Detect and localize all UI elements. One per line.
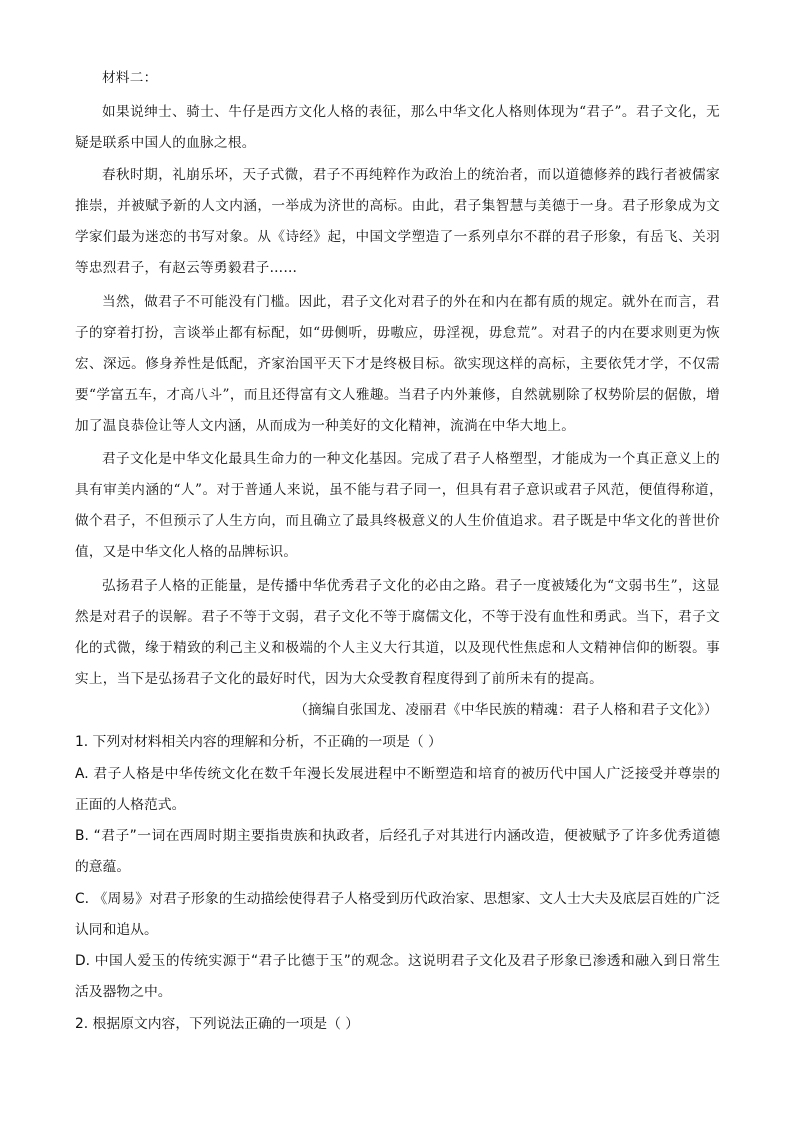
option-line: 正面的人格范式。 bbox=[75, 797, 186, 813]
paragraph-line: 君子文化是中华文化最具生命力的一种文化基因。完成了君子人格塑型，才能成为一个真正意义上的 bbox=[102, 451, 720, 467]
paragraph-line: 当然，做君子不可能没有门槛。因此，君子文化对君子的外在和内在都有质的规定。就外在而言，君 bbox=[102, 294, 720, 310]
option-line: B. “君子”一词在西周时期主要指贵族和执政者，后经孔子对其进行内涵改造，便被赋予了许多优秀道德 bbox=[75, 828, 720, 844]
paragraph-line: 值，又是中华文化人格的品牌标识。 bbox=[75, 544, 298, 560]
paragraph-line: 推崇，并被赋予新的人文内涵，一举成为济世的高标。由此，君子集智慧与美德于一身。君子形象成为文 bbox=[75, 198, 720, 214]
paragraph-line: 实上，当下是弘扬君子文化的最好时代，因为大众受教育程度得到了前所未有的提高。 bbox=[75, 671, 603, 687]
paragraph-line: 宏、深远。修身养性是低配，齐家治国平天下才是终极目标。欲实现这样的高标，主要依凭才学，不仅需 bbox=[75, 356, 720, 372]
question-stem: 1. 下列对材料相关内容的理解和分析，不正确的一项是（ ） bbox=[75, 734, 442, 750]
option-line: A. 君子人格是中华传统文化在数千年漫长发展进程中不断塑造和培育的被历代中国人广泛接受并尊崇的 bbox=[75, 766, 720, 782]
material-heading: 材料二： bbox=[102, 70, 158, 86]
paragraph-line: 具有审美内涵的“人”。对于普通人来说，虽不能与君子同一，但具有君子意识或君子风范，便值得称道， bbox=[75, 482, 723, 498]
paragraph-line: 然是对君子的误解。君子不等于文弱，君子文化不等于腐儒文化，不等于没有血性和勇武。当下，君子文 bbox=[75, 609, 720, 625]
option-line: 的意蕴。 bbox=[75, 859, 131, 875]
option-line: C. 《周易》对君子形象的生动描绘使得君子人格受到历代政治家、思想家、文人士大夫及底层百姓的广泛 bbox=[75, 891, 720, 907]
question-stem: 2. 根据原文内容，下列说法正确的一项是（ ） bbox=[75, 1016, 360, 1032]
paragraph-line: 疑是联系中国人的血脉之根。 bbox=[75, 135, 256, 151]
option-line: 活及器物之中。 bbox=[75, 984, 172, 1000]
paragraph-line: 子的穿着打扮，言谈举止都有标配，如“毋侧听，毋嗷应，毋淫视，毋怠荒”。对君子的内在要求则更为恢 bbox=[75, 325, 720, 341]
paragraph-line: 春秋时期，礼崩乐坏，天子式微，君子不再纯粹作为政治上的统治者，而以道德修养的践行者被儒家 bbox=[102, 167, 720, 183]
option-line: 认同和追从。 bbox=[75, 922, 158, 938]
paragraph-line: 加了温良恭俭让等人文内涵，从而成为一种美好的文化精神，流淌在中华大地上。 bbox=[75, 418, 576, 434]
paragraph-line: 弘扬君子人格的正能量，是传播中华优秀君子文化的必由之路。君子一度被矮化为“文弱书生”，这显 bbox=[102, 578, 720, 594]
paragraph-line: 做个君子，不但预示了人生方向，而且确立了最具终极意义的人生价值追求。君子既是中华文化的普世价 bbox=[75, 513, 720, 529]
option-line: D. 中国人爱玉的传统实源于“君子比德于玉”的观念。这说明君子文化及君子形象已渗透和融入到日常生 bbox=[75, 953, 720, 969]
paragraph-line: 等忠烈君子，有赵云等勇毅君子…… bbox=[75, 260, 298, 276]
paragraph-line: 要“学富五车，才高八斗”，而且还得富有文人雅趣。当君子内外兼修，自然就剔除了权势阶层的倨傲，增 bbox=[75, 387, 720, 403]
paragraph-line: 如果说绅士、骑士、牛仔是西方文化人格的表征，那么中华文化人格则体现为“君子”。君子文化，无 bbox=[102, 104, 720, 120]
source-citation: （摘编自张国龙、凌丽君《中华民族的精魂：君子人格和君子文化》） bbox=[294, 702, 718, 718]
paragraph-line: 学家们最为迷恋的书写对象。从《诗经》起，中国文学塑造了一系列卓尔不群的君子形象，有岳飞、关羽 bbox=[75, 229, 720, 245]
paragraph-line: 化的式微，缘于精致的利己主义和极端的个人主义大行其道，以及现代性焦虑和人文精神信仰的断裂。事 bbox=[75, 640, 720, 656]
